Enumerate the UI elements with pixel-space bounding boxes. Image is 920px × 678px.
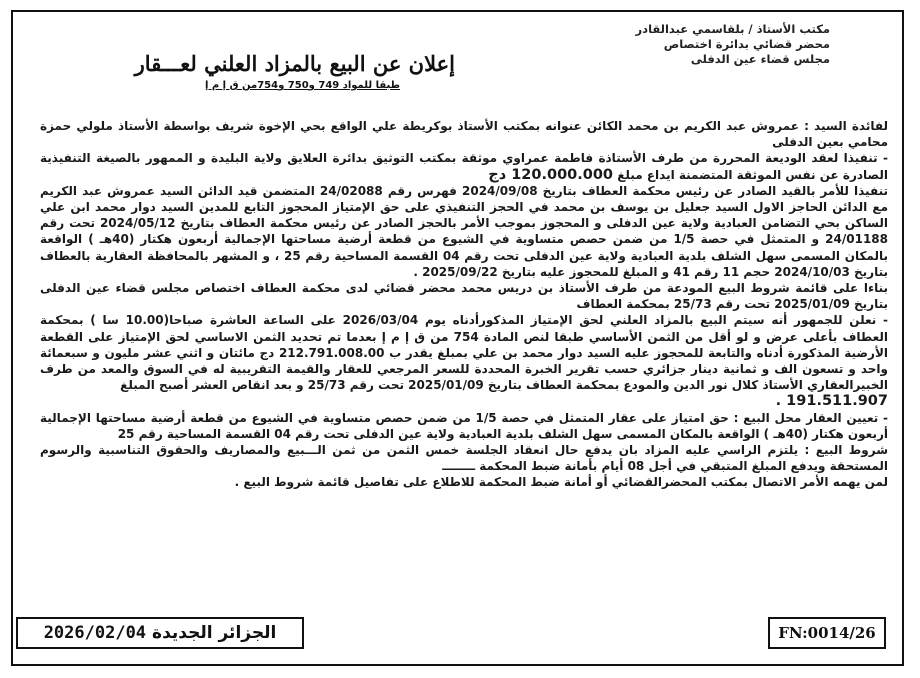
office-line-2: محضر قضائي بدائرة اختصاص bbox=[663, 37, 830, 51]
newspaper-name: الجزائر الجديدة bbox=[152, 623, 277, 643]
announcement-body bbox=[40, 118, 888, 491]
sale-terms-paragraph: شروط البيع : يلتزم الراسي عليه المزاد بان يدفع حال انعقاد الجلسة خمس الثمن من ثمن الـــبيع والمصاريف والحقوق التناسبية والرسوم المستحقة ويدفع المبلغ المتبقي في أجل 08 أيام بأمانة ضبط المحكمة ــــــــ bbox=[40, 443, 888, 474]
office-line-3: مجلس قضاء عين الدفلى bbox=[690, 52, 830, 66]
property-designation-paragraph: - تعيين العقار محل البيع : حق امتياز على عقار المتمثل في حصة 1/5 من ضمن حصص متساوية في الشيوع من قطعة أرضية مساحتها الإجمالية أربعون هكتار (40هـ ) الواقعة بالمكان المسمى سهل الشلف بلدية العبادية ولاية عين الدفلى تحت رقم 04 القسمة المساحية رقم 25 bbox=[40, 410, 888, 441]
seizure-paragraph: تنفيذا للأمر بالقيد الصادر عن رئيس محكمة العطاف بتاريخ 2024/09/08 فهرس رقم 24/02088 المتضمن قيد الدائن السيد عمروش عبد الكريم مع الدائن الحاجز الاول السيد جعليل بن يوسف بن محمد في الحجز التنفيذي على حق الإمتياز المحجوز التابع للمدين السيد دوار محمد ابن علي الساكن بحي التضامن العبادية ولاية عين الدفلى و المحجوز بموجب الأمر بالحجز الصادر عن رئيس محكمة العطاف بتاريخ 2024/05/12 تحت رقم 24/01188 و المتمثل في حصة 1/5 من ضمن حصص متساوية في الشيوع من قطعة أرضية مساحتها الإجمالية أربعون هكتار (40هـ ) الواقعة بالمكان المسمى سهل الشلف بلدية العبادية ولاية عين الدفلى تحت رقم 04 القسمة المساحية رقم 25 ، و المشهر بالمحافظة العقارية بالعطاف بتاريخ 2024/10/03 حجم 11 رقم 41 و المبلغ للمحجوز عليه بتاريخ 2025/09/22 . bbox=[40, 183, 889, 279]
office-line-1: مكتب الأستاذ / بلقاسمي عبدالقادر bbox=[635, 22, 830, 36]
sale-conditions-list-paragraph: بناءا على قائمة شروط البيع المودعة من طرف الأستاذ بن دريس محمد محضر قضائي لدى محكمة العطاف اختصاص مجلس قضاء عين الدفلى بتاريخ 2025/01/09 تحت رقم 25/73 بمحكمة العطاف bbox=[40, 281, 888, 312]
auction-notice-text: - نعلن للجمهور أنه سيتم البيع بالمزاد العلني لحق الإمتياز المذكورأدناه يوم 2026/03/04 على الساعة العاشرة صباحا(10.00 سا ) بمحكمة العطاف بأعلى عرض و لو أقل من الثمن الأساسي طبقا لنص المادة 754 من ق إ م إ بعدما تم تحديد الثمن الاساسي لحق الإمتياز على القطعة الأرضية المذكورة أدناه والتابعة للمحجوز عليه السيد دوار محمد بن علي بمبلغ يقدر ب 212.791.008.00 دج مائتان و اثني عشر مليون و سبعمائة واحد و تسعون الف و ثمانية دينار جزائري حسب تقرير الخبرة المحددة للسعر المرجعي للعقار والقيمة التقريبية له في السوق والمعد من طرف الخبيرالعقاري الأستاذ كلال نور الدين والمودع بمحكمة العطاف بتاريخ 2025/01/09 تحت رقم 25/73 و بعد انقاص العشر أصبح المبلغ bbox=[40, 313, 889, 393]
announcement-title: إعلان عن البيع بالمزاد العلني لعـــقار bbox=[134, 51, 455, 76]
publication-date: 2026/02/04 bbox=[43, 623, 147, 643]
fn-box bbox=[768, 617, 886, 649]
fn-number: FN:0014/26 bbox=[778, 624, 876, 642]
beneficiary-paragraph: لفائدة السيد : عمروش عبد الكريم بن محمد الكائن عنوانه بمكتب الأستاذ بوكريطة علي الواقع بحي الإخوة شريف بواسطة الأستاذ ملولي حمزة محامي بعين الدفلى bbox=[40, 119, 888, 150]
newspaper-box bbox=[16, 617, 304, 649]
bailiff-office-header bbox=[610, 22, 830, 67]
legal-reference: طبقا للمواد 749 و750 و754من ق إ م إ bbox=[204, 80, 401, 91]
deposit-paragraph bbox=[40, 150, 888, 182]
title-block bbox=[134, 50, 455, 91]
auction-notice-paragraph bbox=[40, 312, 888, 409]
contact-paragraph: لمن يهمه الأمر الاتصال بمكتب المحضرالقضائي أو أمانة ضبط المحكمة للاطلاع على تفاصيل قائمة شروط البيع . bbox=[234, 475, 888, 490]
final-price-amount: 191.511.907 . bbox=[775, 393, 888, 410]
deposit-amount: 120.000.000 دج bbox=[488, 166, 614, 183]
deposit-text: - تنفيذا لعقد الوديعة المحررة من طرف الأستاذة فاطمة عمراوي موثقة بمكتب التوثيق بدائرة العلايق ولاية البليدة و الممهور بالصيغة التنفيذية الصادرة عن نفس الموثقة المتضمنة ايداع مبلغ bbox=[40, 151, 888, 182]
